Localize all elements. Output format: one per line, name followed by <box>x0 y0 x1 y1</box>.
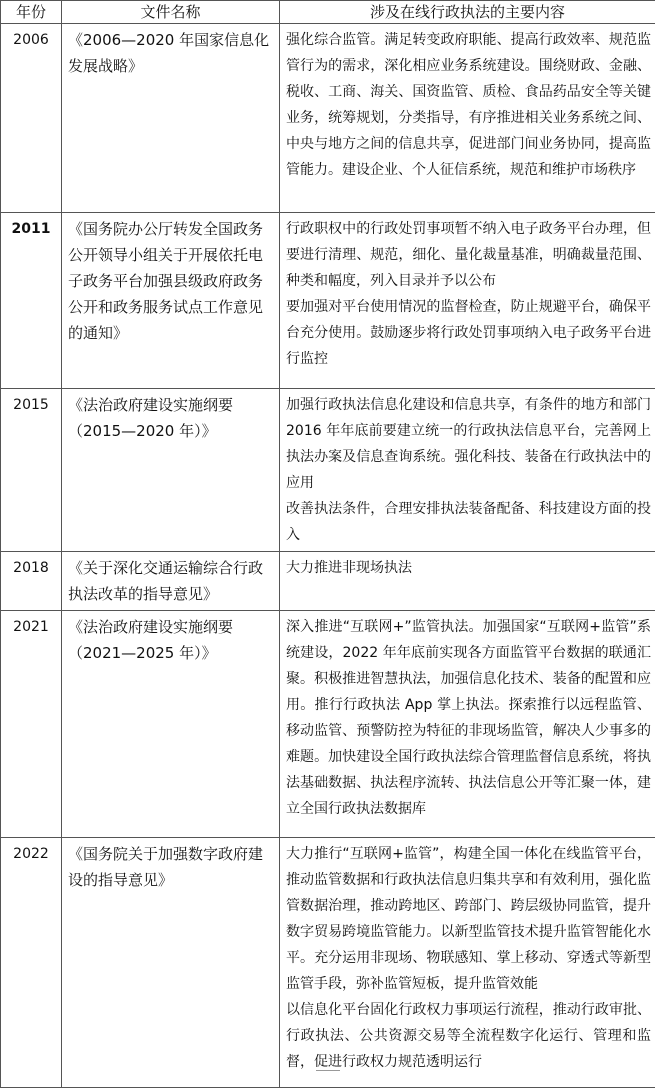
content-paragraph: 行政职权中的行政处罚事项暂不纳入电子政务平台办理，但要进行清理、规范，细化、量化裁量基准，明确裁量范围、种类和幅度，列入目录并予以公布 <box>286 216 651 294</box>
content-paragraph: 加强行政执法信息化建设和信息共享，有条件的地方和部门 2016 年年底前要建立统一的行政执法信息平台，完善网上执法办案及信息查询系统。强化科技、装备在行政执法中的应用 <box>286 392 651 496</box>
content-paragraph: 要加强对平台使用情况的监督检查，防止规避平台，确保平台充分使用。鼓励逐步将行政处罚事项纳入电子政务平台进行监控 <box>286 294 651 372</box>
content-paragraph: 强化综合监管。满足转变政府职能、提高行政效率、规范监管行为的需求，深化相应业务系统建设。围绕财政、金融、税收、工商、海关、国资监管、质检、食品药品安全等关键业务，统筹规划，分类指导，有序推进相关业务系统之间、中央与地方之间的信息共享，促进部门间业务协同，提高监管能力。建设企业、个人征信系统，规范和维护市场秩序 <box>286 27 651 183</box>
table-row <box>1 24 655 213</box>
document-name-cell: 《2006—2020 年国家信息化发展战略》 <box>62 24 280 213</box>
document-name-cell: 《法治政府建设实施纲要（2021—2025 年）》 <box>62 611 280 838</box>
year-cell: 2011 <box>1 213 62 389</box>
table-row <box>1 552 655 611</box>
year-cell: 2021 <box>1 611 62 838</box>
header-content: 涉及在线行政执法的主要内容 <box>280 1 655 24</box>
year-cell: 2006 <box>1 24 62 213</box>
header-year: 年份 <box>1 1 62 24</box>
document-name-cell: 《法治政府建设实施纲要（2015—2020 年）》 <box>62 389 280 552</box>
table-row <box>1 838 655 1088</box>
content-paragraph: 深入推进“互联网+”监管执法。加强国家“互联网+监管”系统建设，2022 年年底前实现各方面监管平台数据的联通汇聚。积极推进智慧执法，加强信息化技术、装备的配置和应用。推行行政执法 App 掌上执法。探索推行以远程监管、移动监管、预警防控为特征的非现场监管，解决人少事多的难题。加快建设全国行政执法综合管理监督信息系统，将执法基础数据、执法程序流转、执法信息公开等汇聚一体，建立全国行政执法数据库 <box>286 614 651 822</box>
table-row <box>1 611 655 838</box>
document-name-cell: 《国务院办公厅转发全国政务公开领导小组关于开展依托电子政务平台加强县级政府政务公开和政务服务试点工作意见的通知》 <box>62 213 280 389</box>
content-paragraph: 大力推进非现场执法 <box>286 555 651 581</box>
document-name-cell: 《关于深化交通运输综合行政执法改革的指导意见》 <box>62 552 280 611</box>
content-cell <box>280 213 655 389</box>
year-cell: 2018 <box>1 552 62 611</box>
page-edge-mark <box>316 1070 340 1071</box>
table-row <box>1 389 655 552</box>
content-cell <box>280 552 655 611</box>
content-cell <box>280 611 655 838</box>
content-paragraph: 以信息化平台固化行政权力事项运行流程，推动行政审批、行政执法、公共资源交易等全流程数字化运行、管理和监督，促进行政权力规范透明运行 <box>286 997 651 1075</box>
year-cell: 2022 <box>1 838 62 1088</box>
content-cell <box>280 24 655 213</box>
table-header-row <box>1 1 655 24</box>
table-row <box>1 213 655 389</box>
content-paragraph: 改善执法条件，合理安排执法装备配备、科技建设方面的投入 <box>286 496 651 548</box>
year-cell: 2015 <box>1 389 62 552</box>
content-cell <box>280 389 655 552</box>
content-cell <box>280 838 655 1088</box>
content-paragraph: 大力推行“互联网+监管”，构建全国一体化在线监管平台，推动监管数据和行政执法信息归集共享和有效利用，强化监管数据治理，推动跨地区、跨部门、跨层级协同监管，提升数字贸易跨境监管能力。以新型监管技术提升监管智能化水平。充分运用非现场、物联感知、掌上移动、穿透式等新型监管手段，弥补监管短板，提升监管效能 <box>286 841 651 997</box>
document-name-cell: 《国务院关于加强数字政府建设的指导意见》 <box>62 838 280 1088</box>
header-name: 文件名称 <box>62 1 280 24</box>
